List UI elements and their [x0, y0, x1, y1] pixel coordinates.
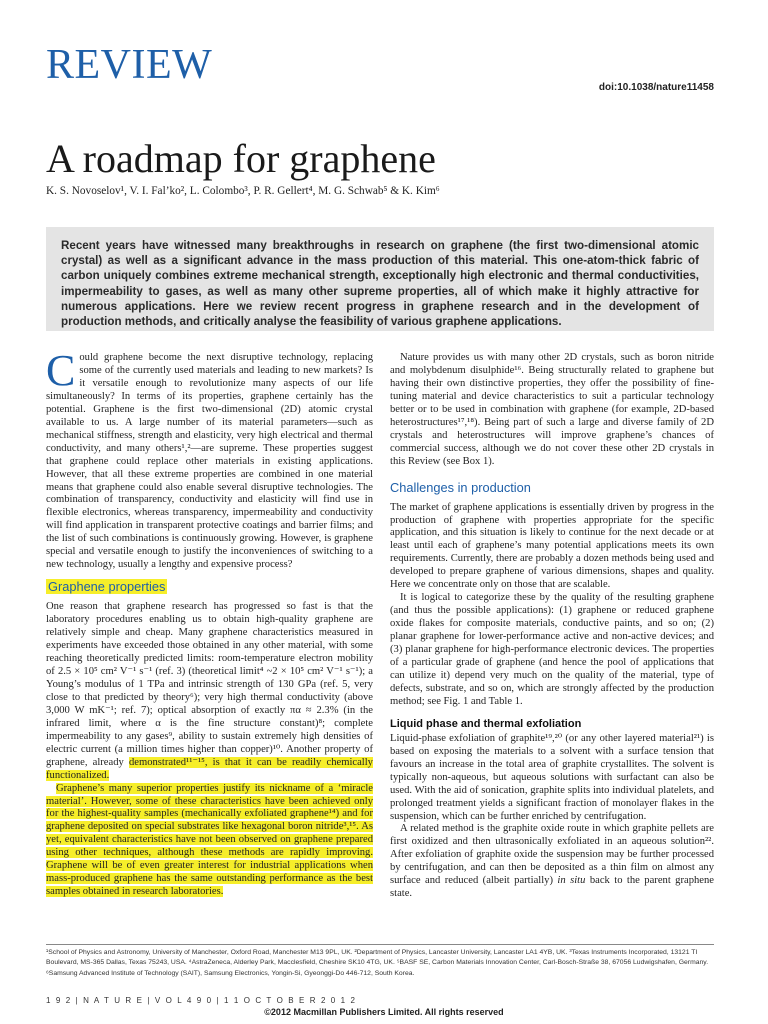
- highlighted-paragraph: Graphene’s many superior properties justify its nickname of a ‘miracle material’. However, some of these characteristics have been achieved only for the highest-quality samples (mechanically exfoliated graphene¹⁴) and for graphene deposited on special substrates like hexagonal boron nitride³,¹⁵. As yet, equivalent characteristics have not been observed on graphene prepared using other techniques, although these methods are rapidly improving. Graphene will be of even greater interest for industrial applications when mass-produced graphene has the same outstanding performance as the best samples obtained in research laboratories.: [46, 782, 373, 898]
- abstract-box: [46, 227, 714, 331]
- footnote-divider: [46, 944, 714, 945]
- liquid-text-b: back to the parent graphene state.: [390, 875, 715, 900]
- challenges-paragraph-2: It is logical to categorize these by the quality of the resulting graphene (and thus the possible applications): (1) graphene or reduced graphene oxide flakes for composite materials, conductive paints, and so on; (2) planar graphene for lower-performance active and non-active devices; and (3) planar graphene for high-performance electronic devices. The properties of a particular grade of graphene (and hence the pool of applications that can utilize it) depend very much on the quality of the material, type of defects, substrate, and so on, which are strongly affected by the production method; see Fig. 1 and Table 1.: [390, 592, 714, 707]
- heading-liquid-exfoliation: Liquid phase and thermal exfoliation: [390, 717, 582, 730]
- properties-text: One reason that graphene research has progressed so fast is that the laboratory procedures enabling us to obtain high-quality graphene are relatively simple and cheap. Many graphene characteristics measured in experiments have exceeded those obtained in any other material, with some reaching theoretically predicted limits: room-temperature electron mobility of 2.5 × 10⁵ cm² V⁻¹ s⁻¹ (ref. 3) (theoretical limit⁴ ~2 × 10⁵ cm² V⁻¹ s⁻¹); a Young’s modulus of 1 TPa and intrinsic strength of 130 GPa (ref. 5, very close to that predicted by theory⁶); very high thermal conductivity (above 3,000 W mK⁻¹; ref. 7); optical absorption of exactly πα ≈ 2.3% (in the infrared limit, where α is the fine structure constant)⁸; complete impermeability to any gases⁹, ability to sustain extremely high densities of electric current (a million times higher than copper)¹⁰. Another property of graphene, already: [46, 601, 373, 768]
- left-column: [46, 346, 373, 899]
- heading-highlight: Graphene properties: [48, 579, 166, 595]
- affiliations-footnote: ¹School of Physics and Astronomy, University of Manchester, Oxford Road, Manchester M13 9PL, UK. ²Department of Physics, Lancaster University, Lancaster LA1 4YB, UK. ³Texas Instruments Incorporated, 13121 TI Boulevard, MS-365 Dallas, Texas 75243, USA. ⁴AstraZeneca, Alderley Park, Macclesfield, Cheshire SK10 4TG, UK. ⁵BASF SE, Carbon Materials Innovation Center, Carl-Bosch-Straße 38, 67056 Ludwigshafen, Germany. ⁶Samsung Advanced Institute of Technology (SAIT), Samsung Electronics, Yongin-Si, Gyeonggi-Do 446-712, South Korea.: [46, 949, 709, 977]
- liquid-paragraph-2: [390, 823, 714, 901]
- heading-challenges: Challenges in production: [390, 479, 531, 495]
- intro-paragraph: [46, 346, 373, 572]
- crystals-paragraph: Nature provides us with many other 2D crystals, such as boron nitride and molybdenum disulphide¹⁶. Being structurally related to graphene but having their own distinctive properties, they offer the possibility of fine-tuning material and device characteristics to suit a particular technology better or to be used in combination with graphene (for example, 2D-based heterostructures¹⁷,¹⁸). Being part of such a large and diverse family of 2D crystals and heterostructures will improve graphene’s chances of commercial success, although we do not cover these other 2D crystals in this Review (see Box 1).: [390, 352, 714, 467]
- abstract-text: Recent years have witnessed many breakthroughs in research on graphene (the first two-dimensional atomic crystal) as well as a significant advance in the mass production of this material. This one-atom-thick fabric of carbon uniquely combines extreme mechanical strength, exceptionally high electronic and thermal conductivities, impermeability to gases, as well as many other supreme properties, all of which make it highly attractive for numerous applications. Here we review recent progress in graphene research and in the development of production methods, and critically analyse the feasibility of various graphene applications.: [61, 239, 699, 329]
- right-column: [390, 352, 714, 901]
- liquid-text-a: A related method is the graphite oxide route in which graphite pellets are first oxidized and then ultrasonically exfoliated in an aqueous solution²². After exfoliation of graphite oxide the suspension may be further processed by centrifugation, and can then be deposited as a thin film on almost any surface and reduced (albeit partially): [390, 823, 714, 887]
- doi-link[interactable]: doi:10.1038/nature11458: [598, 82, 714, 93]
- drop-cap: C: [46, 346, 76, 395]
- highlighted-text: demonstrated¹¹⁻¹⁵, is that it can be readily chemically functionalized.: [46, 756, 373, 781]
- article-title: A roadmap for graphene: [46, 136, 436, 181]
- liquid-paragraph-1: Liquid-phase exfoliation of graphite¹⁹,²⁰ (or any other layered material²¹) is based on exposing the materials to a solvent with a surface tension that favours an increase in the total area of graphite crystallites. The solvent is typically non-aqueous, but aqueous solutions with surfactant can also be used. With the aid of sonication, graphite splits into individual platelets, and prolonged treatment yields a significant fraction of monolayer flakes in the suspension, which can be further enriched by centrifugation.: [390, 732, 714, 822]
- intro-text: ould graphene become the next disruptive technology, replacing some of the currently used materials and leading to new markets? Is it versatile enough to revolutionize many aspects of our life simultaneously? In terms of its properties, graphene certainly has the potential. Graphene is the first two-dimensional (2D) atomic crystal available to us. A large number of its material parameters—such as mechanical stiffness, strength and elasticity, very high electrical and thermal conductivity, and many others¹,²—are supreme. These properties suggest that graphene could replace other materials in existing applications. However, that all these extreme properties are combined in one material means that graphene could also enable several disruptive technologies. The combination of transparency, conductivity and elasticity will find use in flexible electronics, whereas transparency, impermeability and conductivity will find application in transparent protective coatings and barrier films; and the list of such combinations is continuously growing. However, is graphene special and versatile enough to justify the inconveniences of switching to a new technology, usually a lengthy and expensive process?: [46, 352, 373, 571]
- italic-in-situ: in situ: [557, 875, 586, 887]
- properties-paragraph-1: [46, 601, 373, 782]
- copyright-notice: ©2012 Macmillan Publishers Limited. All rights reserved: [264, 1007, 504, 1017]
- challenges-paragraph-1: The market of graphene applications is essentially driven by progress in the production of graphene with properties appropriate for the specific application, and this situation is likely to continue for the next decade or at least until each of graphene’s many potential applications meets its own requirements. Currently, there are probably a dozen methods being used and developed to prepare graphene of various dimensions, shapes and quality. Here we concentrate only on those that are scalable.: [390, 501, 714, 591]
- properties-paragraph-2: [46, 783, 373, 900]
- author-list: K. S. Novoselov¹, V. I. Fal’ko², L. Colombo³, P. R. Gellert⁴, M. G. Schwab⁵ & K. Kim⁶: [46, 185, 440, 197]
- section-label: REVIEW: [46, 42, 213, 88]
- page-info: 1 9 2 | N A T U R E | V O L 4 9 0 | 1 1 O C T O B E R 2 0 1 2: [46, 996, 357, 1005]
- heading-graphene-properties: [46, 579, 373, 595]
